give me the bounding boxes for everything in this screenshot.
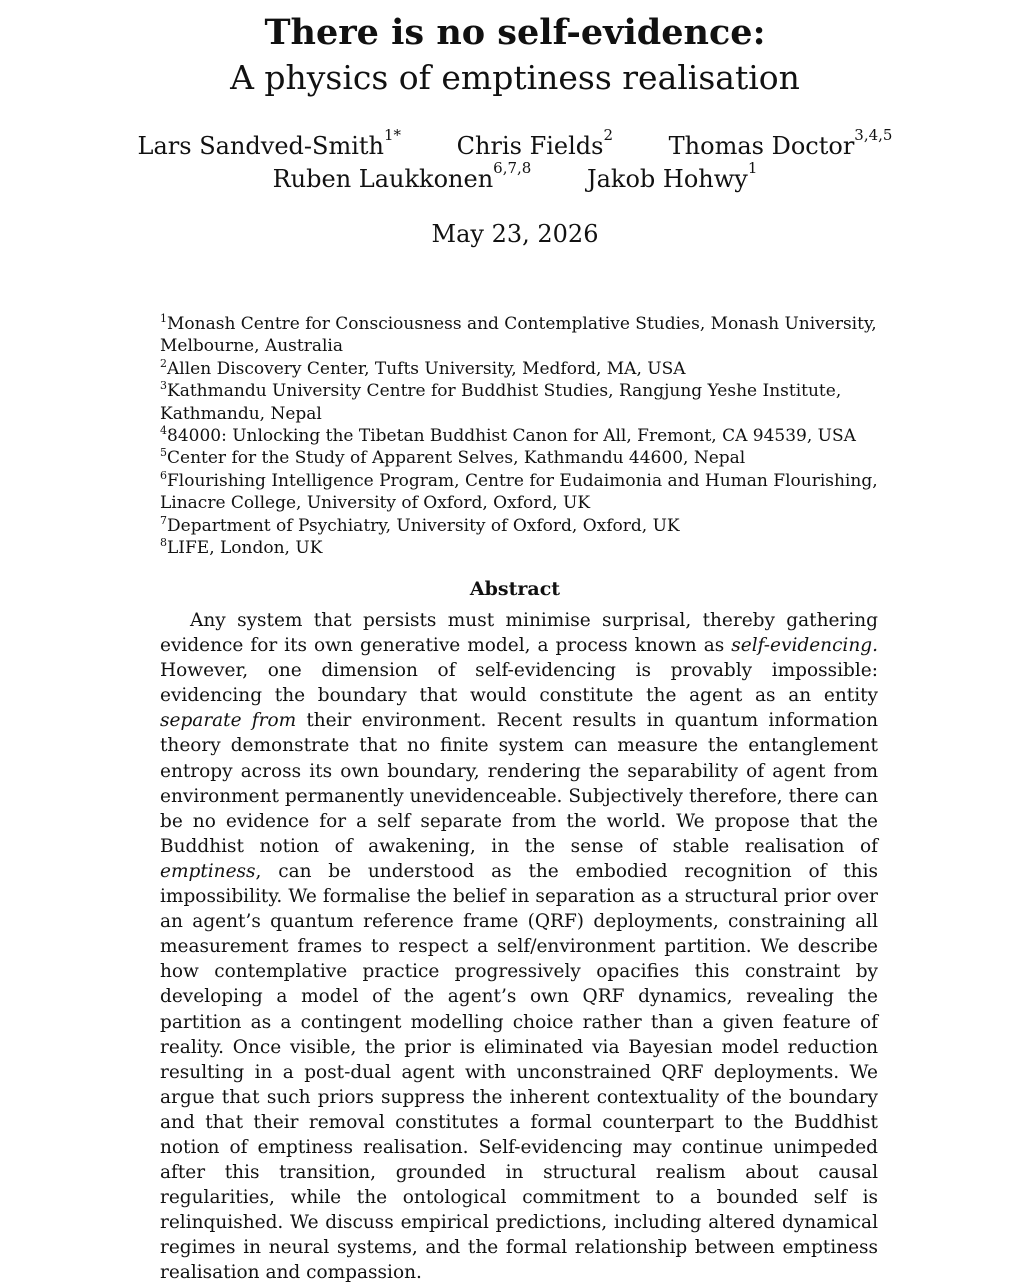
- author-name: Lars Sandved-Smith: [137, 132, 384, 160]
- author: [137, 126, 402, 163]
- affiliation-text: LIFE, London, UK: [167, 538, 323, 559]
- author-row: [0, 159, 1030, 196]
- author-affiliation-marker: 1: [747, 159, 758, 177]
- author: [586, 159, 758, 196]
- author-affiliation-marker: 3,4,5: [854, 126, 893, 144]
- affiliation-number: 2: [160, 356, 167, 370]
- affiliation-text: Flourishing Intelligence Program, Centre for Eudaimonia and Human Flourishing, Linacre College, University of Oxford, Oxford, UK: [160, 470, 878, 514]
- publication-date: May 23, 2026: [431, 220, 599, 248]
- abstract-body: [160, 608, 878, 1286]
- affiliation-text: Center for the Study of Apparent Selves, Kathmandu 44600, Nepal: [167, 448, 746, 469]
- abstract-emphasis: separate from: [160, 710, 297, 732]
- author-list: [0, 126, 1030, 196]
- paper-title: [0, 10, 1030, 100]
- author: [668, 126, 893, 163]
- affiliation-number: 8: [160, 536, 167, 550]
- affiliation-text: 84000: Unlocking the Tibetan Buddhist Canon for All, Fremont, CA 94539, USA: [167, 426, 856, 447]
- author-affiliation-marker: 6,7,8: [493, 159, 532, 177]
- affiliation-list: [160, 313, 890, 559]
- affiliation: [160, 537, 890, 559]
- affiliation-number: 1: [160, 312, 167, 325]
- affiliation: [160, 425, 890, 447]
- affiliation: [160, 447, 890, 469]
- abstract-paragraph: [160, 608, 878, 1286]
- abstract-text: , can be understood as the embodied recognition of this impossibility. We formalise the belief in separation as a structural prior over an agent’s quantum reference frame (QRF) deployments, constraining all measurement frames to respect a self/environment partition. We describe how contemplative practice progressively opacifies this constraint by developing a model of the agent’s own QRF dynamics, revealing the partition as a contingent modelling choice rather than a given feature of reality. Once visible, the prior is eliminated via Bayesian model reduction resulting in a post-dual agent with unconstrained QRF deployments. We argue that such priors suppress the inherent contextuality of the boundary and that their removal constitutes a formal counterpart to the Buddhist notion of emptiness realisation. Self-evidencing may continue unimpeded after this transition, grounded in structural realism about causal regularities, while the ontological commitment to a bounded self is relinquished. We discuss empirical predictions, including altered dynamical regimes in neural systems, and the formal relationship between emptiness realisation and compassion.: [160, 860, 878, 1284]
- affiliation-text: Monash Centre for Consciousness and Contemplative Studies, Monash University, Melbourne, Australia: [160, 314, 877, 357]
- affiliation-number: 5: [160, 446, 167, 460]
- affiliation: [160, 380, 890, 425]
- author-name: Jakob Hohwy: [586, 165, 748, 193]
- title-main: There is no self-evidence:: [264, 12, 766, 53]
- author-name: Ruben Laukkonen: [272, 165, 494, 193]
- affiliation-text: Kathmandu University Centre for Buddhist Studies, Rangjung Yeshe Institute, Kathmandu, Nepal: [160, 381, 842, 424]
- affiliation-text: Department of Psychiatry, University of Oxford, Oxford, UK: [167, 515, 680, 536]
- affiliation-number: 6: [160, 468, 167, 482]
- affiliation: [160, 358, 890, 380]
- affiliation: [160, 313, 890, 358]
- affiliation: [160, 515, 890, 537]
- affiliation-text: Allen Discovery Center, Tufts University, Medford, MA, USA: [167, 358, 686, 379]
- author-affiliation-marker: 2: [603, 126, 614, 144]
- author-name: Chris Fields: [456, 132, 604, 160]
- author-name: Thomas Doctor: [668, 132, 855, 160]
- affiliation-number: 7: [160, 513, 167, 527]
- affiliation: [160, 470, 890, 515]
- abstract-text: Any system that persists must minimise surprisal, thereby gathering evidence for its own generative model, a process known as: [160, 610, 878, 657]
- author: [456, 126, 614, 163]
- author: [272, 159, 532, 196]
- title-subtitle: A physics of emptiness realisation: [230, 58, 800, 97]
- affiliation-number: 4: [160, 424, 167, 438]
- abstract-text: their environment. Recent results in quantum information theory demonstrate that no finite system can measure the entanglement entropy across its own boundary, rendering the separability of agent from environment permanently unevidenceable. Subjectively therefore, there can be no evidence for a self separate from the world. We propose that the Buddhist notion of awakening, in the sense of stable realisation of: [160, 710, 878, 857]
- abstract-text: However, one dimension of self-evidencing is provably impossible: evidencing the boundary that would constitute the agent as an entity: [160, 660, 878, 707]
- abstract-emphasis: emptiness: [160, 860, 256, 882]
- abstract-heading: Abstract: [469, 578, 561, 600]
- abstract-emphasis: self-evidencing.: [731, 635, 878, 657]
- author-affiliation-marker: 1*: [383, 126, 402, 144]
- affiliation-number: 3: [160, 379, 167, 393]
